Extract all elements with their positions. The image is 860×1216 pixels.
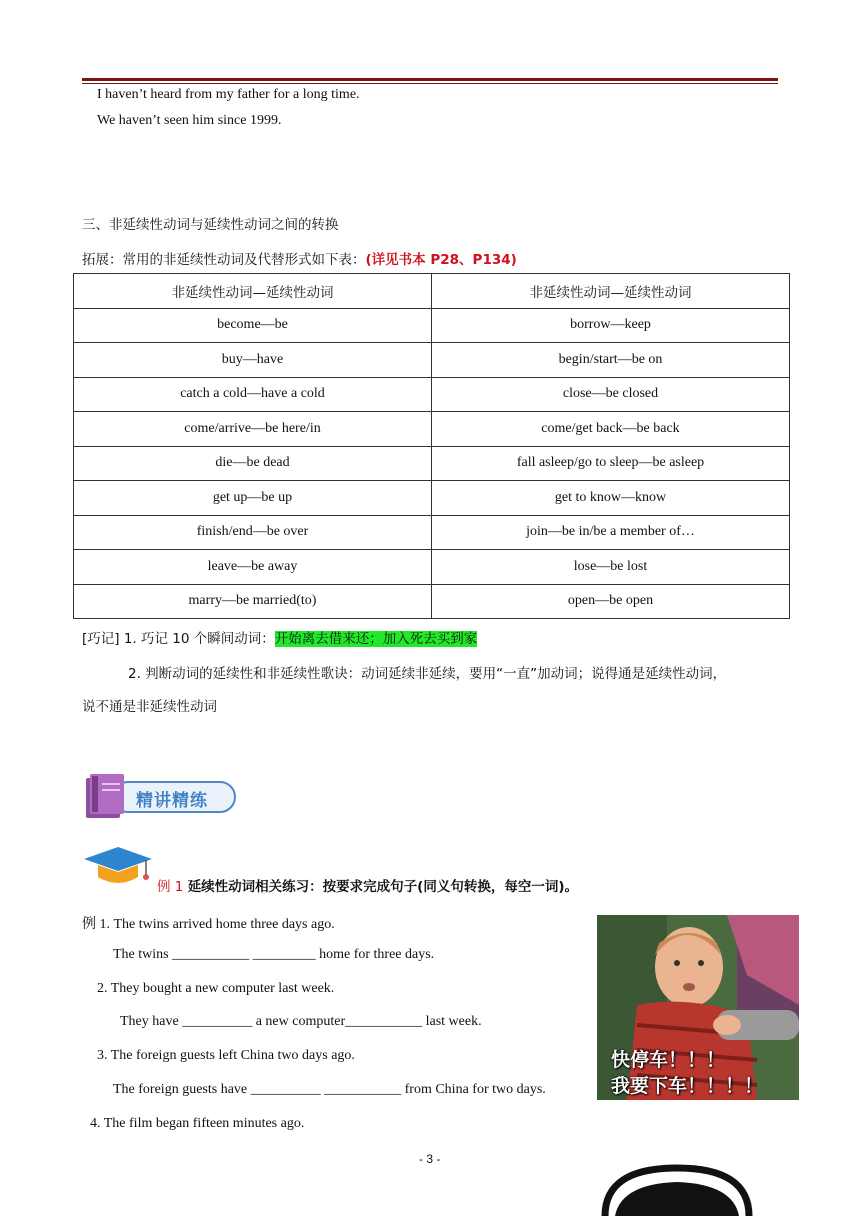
table-cell: join—be in/be a member of… [432, 515, 790, 550]
table-cell: catch a cold—have a cold [74, 377, 432, 412]
verb-table [73, 273, 790, 619]
table-cell: leave—be away [74, 550, 432, 585]
exercise-line: The foreign guests have __________ ___________ from China for two days. [113, 1082, 546, 1097]
table-cell: open—be open [432, 584, 790, 619]
tip-1 [82, 627, 477, 647]
table-cell: fall asleep/go to sleep—be asleep [432, 446, 790, 481]
header-rule-thick [82, 78, 778, 81]
cartoon-head-partial [585, 1162, 765, 1216]
table-header-cell: 非延续性动词—延续性动词 [74, 274, 432, 309]
table-header-cell: 非延续性动词—延续性动词 [432, 274, 790, 309]
banner-pill [112, 781, 236, 813]
table-cell: begin/start—be on [432, 343, 790, 378]
meme-photo [597, 915, 799, 1100]
table-cell: marry—be married(to) [74, 584, 432, 619]
exercise-line: 4. The film began fifteen minutes ago. [90, 1116, 305, 1131]
exercise-line: 2. They bought a new computer last week. [97, 981, 335, 996]
section-title: 三、非延续性动词与延续性动词之间的转换 [82, 217, 339, 233]
header-line-1: I haven’t heard from my father for a long time. [97, 87, 360, 102]
expand-prefix: 拓展：常用的非延续性动词及代替形式如下表： [82, 252, 366, 268]
table-cell: come/get back—be back [432, 412, 790, 447]
header-rule-thin [82, 83, 778, 84]
table-cell: get up—be up [74, 481, 432, 516]
tip-1-prefix: [巧记] 1. 巧记 10 个瞬间动词： [82, 631, 275, 647]
book-icon [82, 770, 128, 820]
table-cell: get to know—know [432, 481, 790, 516]
table-cell: lose—be lost [432, 550, 790, 585]
graduation-cap-icon [82, 845, 156, 889]
tip-1-highlight: 开始离去借来还；加入死去买到家 [274, 631, 478, 647]
example-title: 延续性动词相关练习：按要求完成句子(同义句转换，每空一词)。 [187, 879, 579, 895]
table-cell: buy—have [74, 343, 432, 378]
table-row [74, 550, 790, 585]
table-row [74, 308, 790, 343]
table-row [74, 584, 790, 619]
example-heading [157, 875, 578, 895]
table-row [74, 377, 790, 412]
header-line-2: We haven’t seen him since 1999. [97, 113, 282, 128]
meme-caption-2: 我要下车！！！！ [611, 1075, 764, 1097]
page-number: - 3 - [419, 1152, 441, 1166]
exercise-line: 3. The foreign guests left China two days ago. [97, 1048, 355, 1063]
table-row [74, 481, 790, 516]
meme-caption-1: 快停车！！！ [611, 1049, 726, 1071]
exercise-line: They have __________ a new computer___________ last week. [120, 1014, 482, 1029]
example-tag: 例 1 [157, 879, 184, 895]
expand-reference: (详见书本 P28、P134) [365, 252, 517, 268]
table-row [74, 412, 790, 447]
section-banner [82, 770, 238, 820]
tip-2-line-1: 2. 判断动词的延续性和非延续性歌诀：动词延续非延续，要用“一直”加动词；说得通是延续性动词， [128, 666, 727, 682]
table-cell: die—be dead [74, 446, 432, 481]
table-cell: become—be [74, 308, 432, 343]
table-row [74, 446, 790, 481]
table-header-row [74, 274, 790, 309]
expand-line [82, 248, 517, 268]
banner-label: 精讲精练 [136, 791, 208, 811]
table-row [74, 515, 790, 550]
table-cell: borrow—keep [432, 308, 790, 343]
table-cell: come/arrive—be here/in [74, 412, 432, 447]
tip-2-line-2: 说不通是非延续性动词 [82, 699, 217, 715]
table-row [74, 343, 790, 378]
exercise-line: 例 1. The twins arrived home three days ago. [82, 917, 335, 932]
exercise-line: The twins ___________ _________ home for three days. [113, 947, 435, 962]
table-cell: close—be closed [432, 377, 790, 412]
table-cell: finish/end—be over [74, 515, 432, 550]
